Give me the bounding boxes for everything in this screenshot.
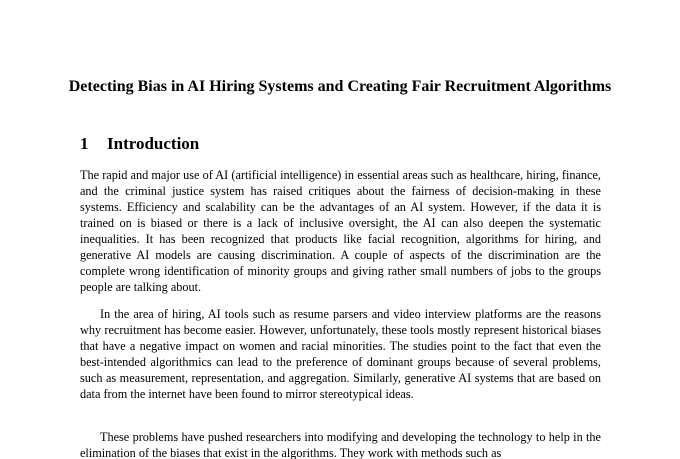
- section-title: Introduction: [107, 134, 200, 153]
- paragraph-3: These problems have pushed researchers into modifying and developing the technology to help in the elimination of the biases that exist in the algorithms. They work with methods such as: [80, 430, 601, 459]
- paragraph-2: In the area of hiring, AI tools such as resume parsers and video interview platforms are the reasons why recruitment has become easier. However, unfortunately, these tools mostly represent historical biases that have a negative impact on women and racial minorities. The studies point to the fact that even the best-intended algorithmics can lead to the preference of dominant groups because of several problems, such as measurement, representation, and aggregation. Similarly, generative AI systems that are based on data from the internet have been found to mirror stereotypical ideas.: [80, 307, 601, 401]
- paragraph-1: The rapid and major use of AI (artificial intelligence) in essential areas such as healthcare, hiring, finance, and the criminal justice system has raised critiques about the fairness of decision-making in these systems. Efficiency and scalability can be the advantages of an AI system. However, if the data it is trained on is biased or there is a lack of inclusive oversight, the AI can also deepen the systematic inequalities. It has been recognized that products like facial recognition, algorithms for hiring, and generative AI models are causing discrimination. A couple of aspects of the discrimination are the complete wrong identification of minority groups and giving rather small numbers of jobs to the groups people are talking about.: [80, 168, 601, 294]
- paper-title: Detecting Bias in AI Hiring Systems and Creating Fair Recruitment Algorithms: [68, 78, 612, 95]
- section-number: 1: [80, 134, 89, 153]
- section-heading: [80, 134, 199, 154]
